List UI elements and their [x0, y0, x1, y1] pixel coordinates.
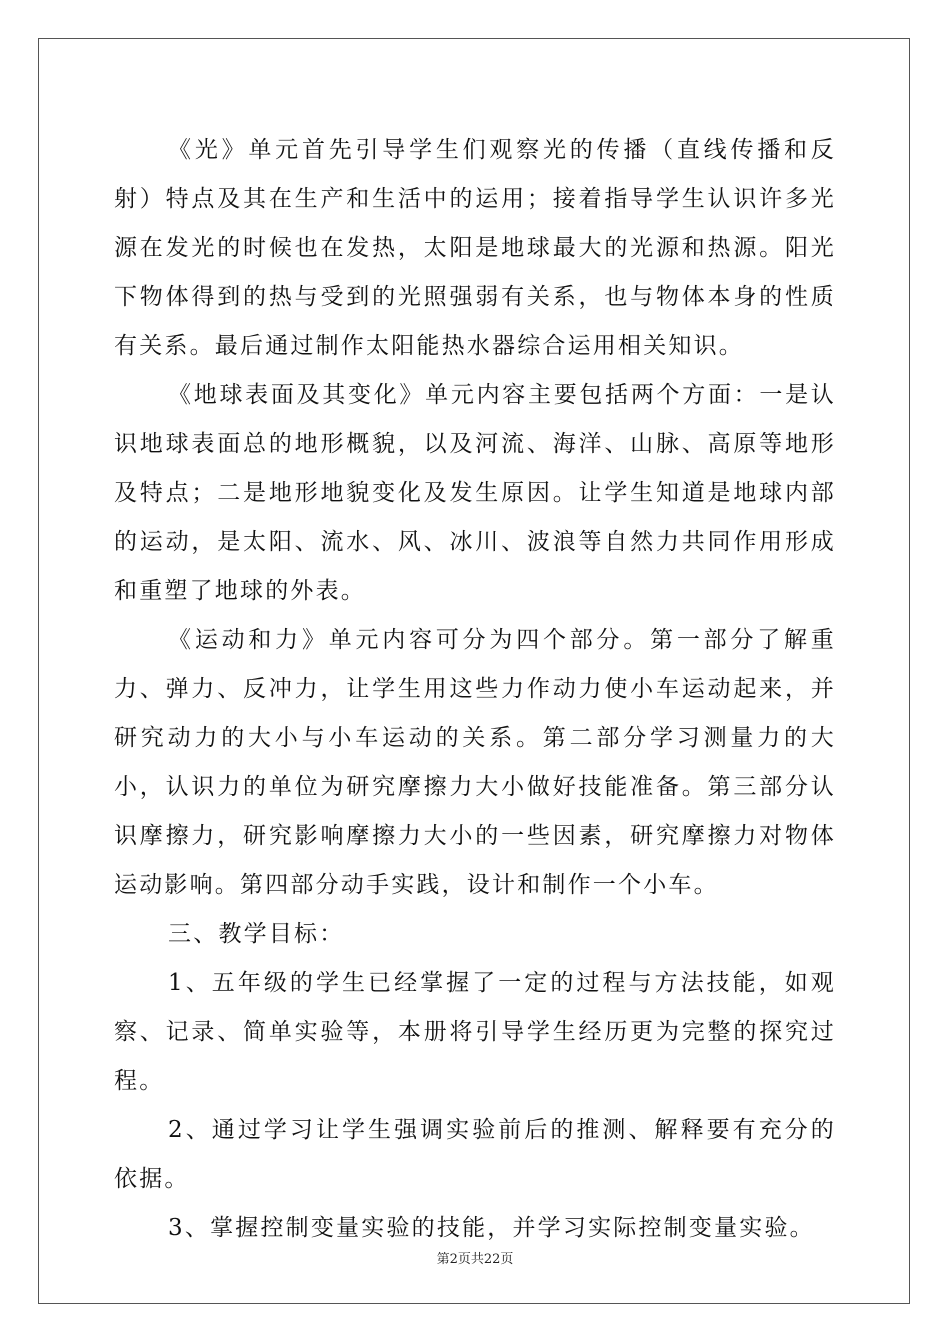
document-body: [114, 126, 836, 1253]
goal-item-2: 2、通过学习让学生强调实验前后的推测、解释要有充分的依据。: [114, 1117, 836, 1192]
page-number: 第2页: [436, 1252, 471, 1267]
goal-item-3: 3、掌握控制变量实验的技能，并学习实际控制变量实验。: [168, 1215, 815, 1241]
paragraph-motion-force-unit: 《运动和力》单元内容可分为四个部分。第一部分了解重力、弹力、反冲力，让学生用这些力作动力使小车运动起来，并研究动力的大小与小车运动的关系。第二部分学习测量力的大小，认识力的单位为研究摩擦力大小做好技能准备。第三部分认识摩擦力，研究影响摩擦力大小的一些因素，研究摩擦力对物体运动影响。第四部分动手实践，设计和制作一个小车。: [114, 627, 836, 898]
paragraph-light-unit: 《光》单元首先引导学生们观察光的传播（直线传播和反射）特点及其在生产和生活中的运用；接着指导学生认识许多光源在发光的时候也在发热，太阳是地球最大的光源和热源。阳光下物体得到的热与受到的光照强弱有关系，也与物体本身的性质有关系。最后通过制作太阳能热水器综合运用相关知识。: [114, 137, 836, 359]
paragraph-earth-surface-unit: 《地球表面及其变化》单元内容主要包括两个方面：一是认识地球表面总的地形概貌，以及河流、海洋、山脉、高原等地形及特点；二是地形地貌变化及发生原因。让学生知道是地球内部的运动，是太阳、流水、风、冰川、波浪等自然力共同作用形成和重塑了地球的外表。: [114, 382, 836, 604]
section-heading-teaching-goals: 三、教学目标：: [168, 921, 345, 947]
page-total: 共22页: [470, 1252, 514, 1267]
goal-item-1: 1、五年级的学生已经掌握了一定的过程与方法技能，如观察、记录、简单实验等，本册将引导学生经历更为完整的探究过程。: [114, 970, 836, 1094]
page-footer: [0, 1248, 950, 1267]
